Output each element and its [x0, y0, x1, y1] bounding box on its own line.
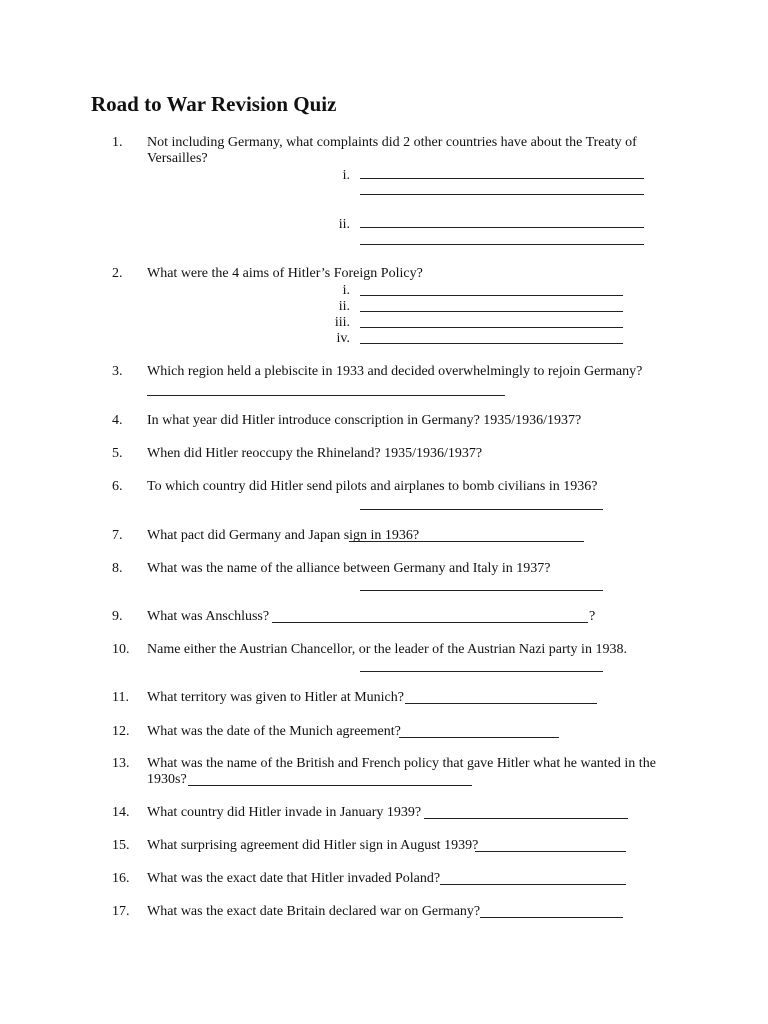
question-text: Versailles?	[147, 151, 208, 166]
sub-item-label: iv.	[336, 331, 350, 346]
question-number: 15.	[112, 838, 130, 853]
question-text: What was the exact date Britain declared war on Germany?	[147, 904, 481, 919]
answer-line[interactable]	[360, 194, 644, 195]
answer-line[interactable]	[360, 343, 623, 344]
question-text: When did Hitler reoccupy the Rhineland? 1935/1936/1937?	[147, 446, 483, 461]
question-text: What was the date of the Munich agreement?	[147, 724, 401, 739]
answer-line[interactable]	[360, 671, 603, 672]
question-number: 13.	[112, 756, 130, 771]
question-text: Which region held a plebiscite in 1933 and decided overwhelmingly to rejoin Germany?	[147, 364, 643, 379]
question-text: What was the exact date that Hitler invaded Poland?	[147, 871, 441, 886]
sub-item-label: ii.	[338, 299, 350, 314]
question-number: 10.	[112, 642, 130, 657]
question-text: To which country did Hitler send pilots and airplanes to bomb civilians in 1936?	[147, 479, 598, 494]
question-text: 1930s?	[147, 772, 187, 787]
answer-line[interactable]	[360, 327, 623, 328]
question-number: 7.	[112, 528, 123, 543]
question-text: What was the name of the British and French policy that gave Hitler what he wanted in the	[147, 756, 656, 771]
question-number: 16.	[112, 871, 130, 886]
question-number: 11.	[112, 690, 129, 705]
question-text: What was the name of the alliance between Germany and Italy in 1937?	[147, 561, 551, 576]
answer-line[interactable]	[360, 311, 623, 312]
question-text: What were the 4 aims of Hitler’s Foreign Policy?	[147, 266, 423, 281]
answer-line[interactable]	[188, 785, 472, 786]
answer-line[interactable]	[440, 884, 626, 885]
answer-line[interactable]	[360, 509, 603, 510]
sub-item-label: ii.	[338, 217, 350, 232]
question-text: Name either the Austrian Chancellor, or the leader of the Austrian Nazi party in 1938.	[147, 642, 627, 657]
question-text: What country did Hitler invade in January 1939?	[147, 805, 422, 820]
question-end-mark: ?	[589, 609, 596, 624]
question-number: 1.	[112, 135, 123, 150]
sub-item-label: iii.	[334, 315, 350, 330]
question-number: 6.	[112, 479, 123, 494]
answer-line[interactable]	[360, 244, 644, 245]
answer-line[interactable]	[405, 703, 597, 704]
answer-line[interactable]	[349, 541, 584, 542]
question-number: 17.	[112, 904, 130, 919]
question-text: What was Anschluss?	[147, 609, 270, 624]
question-number: 4.	[112, 413, 123, 428]
question-number: 9.	[112, 609, 123, 624]
answer-line[interactable]	[480, 917, 623, 918]
question-number: 12.	[112, 724, 130, 739]
answer-line[interactable]	[360, 227, 644, 228]
answer-line[interactable]	[272, 622, 588, 623]
question-text: Not including Germany, what complaints did 2 other countries have about the Treaty of	[147, 135, 637, 150]
answer-line[interactable]	[360, 590, 603, 591]
question-number: 8.	[112, 561, 123, 576]
question-number: 14.	[112, 805, 130, 820]
answer-line[interactable]	[360, 178, 644, 179]
question-text: What territory was given to Hitler at Munich?	[147, 690, 404, 705]
question-number: 3.	[112, 364, 123, 379]
answer-line[interactable]	[147, 395, 505, 396]
quiz-title: Road to War Revision Quiz	[91, 92, 337, 116]
question-number: 2.	[112, 266, 123, 281]
answer-line[interactable]	[475, 851, 626, 852]
sub-item-label: i.	[342, 168, 350, 183]
question-number: 5.	[112, 446, 123, 461]
answer-line[interactable]	[399, 737, 559, 738]
question-text: In what year did Hitler introduce conscription in Germany? 1935/1936/1937?	[147, 413, 582, 428]
sub-item-label: i.	[342, 283, 350, 298]
answer-line[interactable]	[360, 295, 623, 296]
question-text: What surprising agreement did Hitler sign in August 1939?	[147, 838, 479, 853]
answer-line[interactable]	[424, 818, 628, 819]
question-text: What pact did Germany and Japan sign in 1936?	[147, 528, 420, 543]
